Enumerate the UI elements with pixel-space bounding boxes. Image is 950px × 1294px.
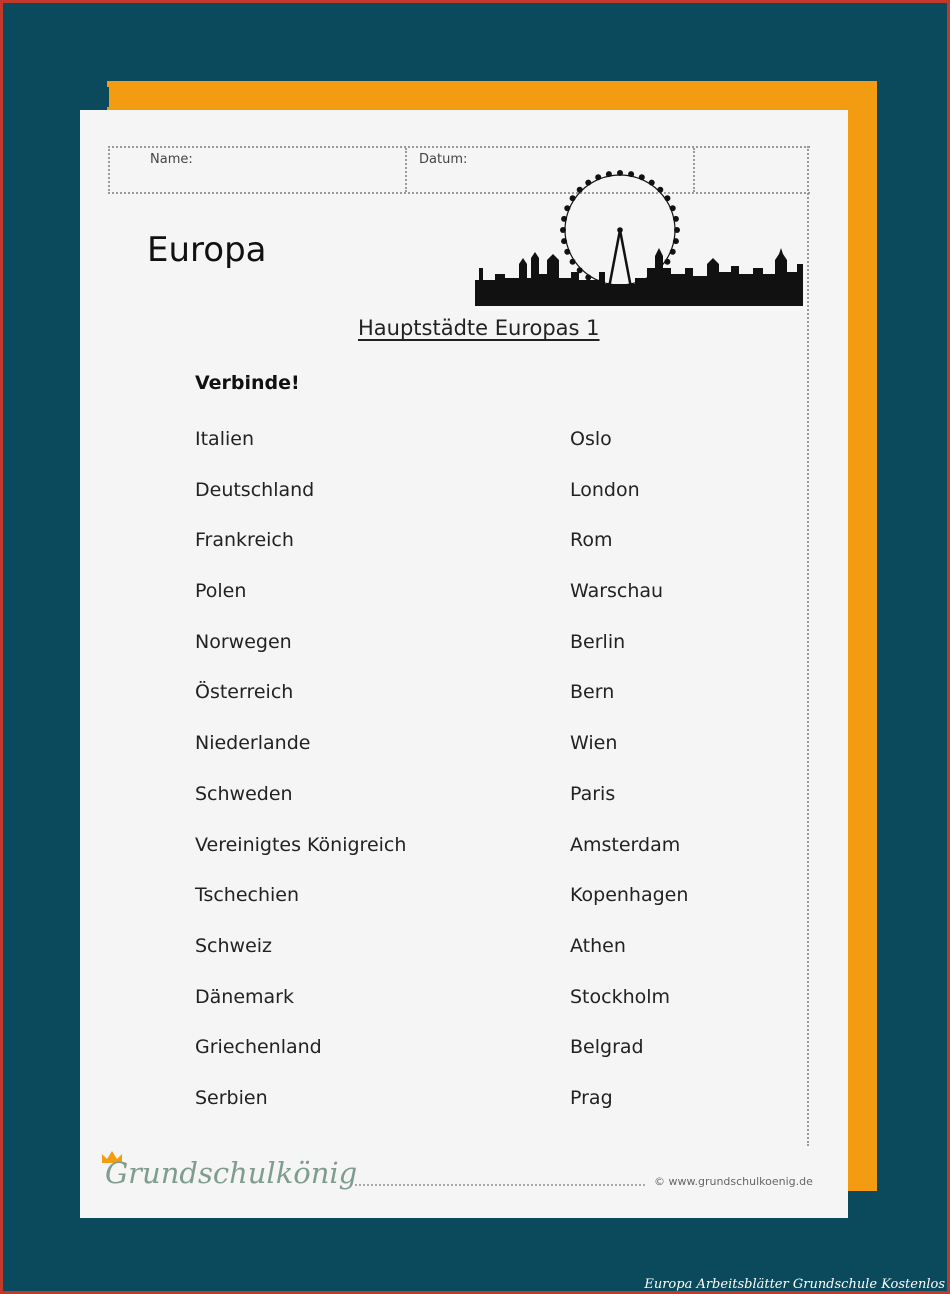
capital-item: Rom — [570, 529, 613, 552]
country-item: Deutschland — [195, 478, 315, 501]
london-skyline-icon — [475, 168, 803, 306]
country-item: Polen — [195, 580, 247, 603]
name-label: Name: — [150, 152, 193, 167]
country-item: Griechenland — [195, 1036, 322, 1059]
country-item: Italien — [195, 428, 254, 450]
capital-item: Athen — [570, 934, 626, 957]
footer-url: © www.grundschulkoenig.de — [654, 1175, 813, 1188]
capitals-column — [570, 430, 688, 1140]
page-title: Europa — [147, 230, 267, 270]
country-item: Niederlande — [195, 732, 311, 755]
instruction-text: Verbinde! — [195, 372, 300, 394]
capital-item: Oslo — [570, 428, 612, 450]
capital-item: Prag — [570, 1086, 613, 1109]
country-item: Vereinigtes Königreich — [195, 833, 407, 856]
capital-item: Stockholm — [570, 985, 671, 1008]
worksheet-subtitle: Hauptstädte Europas 1 — [358, 316, 600, 340]
country-item: Österreich — [195, 681, 294, 704]
capital-item: Kopenhagen — [570, 884, 689, 907]
capital-item: Berlin — [570, 630, 626, 653]
footer-divider — [355, 1184, 645, 1186]
country-item: Frankreich — [195, 529, 294, 552]
country-item: Schweiz — [195, 934, 273, 957]
country-item: Norwegen — [195, 630, 292, 653]
brand-logo: Grundschulkönig — [105, 1156, 358, 1190]
capital-item: Amsterdam — [570, 833, 681, 856]
countries-column — [195, 430, 406, 1140]
header-divider — [405, 148, 407, 192]
capital-item: Wien — [570, 732, 618, 755]
worksheet — [80, 110, 848, 1218]
country-item: Dänemark — [195, 985, 294, 1008]
capital-item: Bern — [570, 681, 615, 704]
country-item: Serbien — [195, 1086, 268, 1109]
right-border — [807, 146, 809, 1146]
capital-item: Paris — [570, 782, 616, 805]
capital-item: Belgrad — [570, 1036, 644, 1059]
capital-item: Warschau — [570, 580, 664, 603]
capital-item: London — [570, 478, 640, 501]
country-item: Schweden — [195, 782, 293, 805]
image-caption: Europa Arbeitsblätter Grundschule Kostenlos — [644, 1277, 945, 1292]
country-item: Tschechien — [195, 884, 300, 907]
date-label: Datum: — [419, 152, 468, 167]
sheet-edge — [101, 87, 109, 107]
